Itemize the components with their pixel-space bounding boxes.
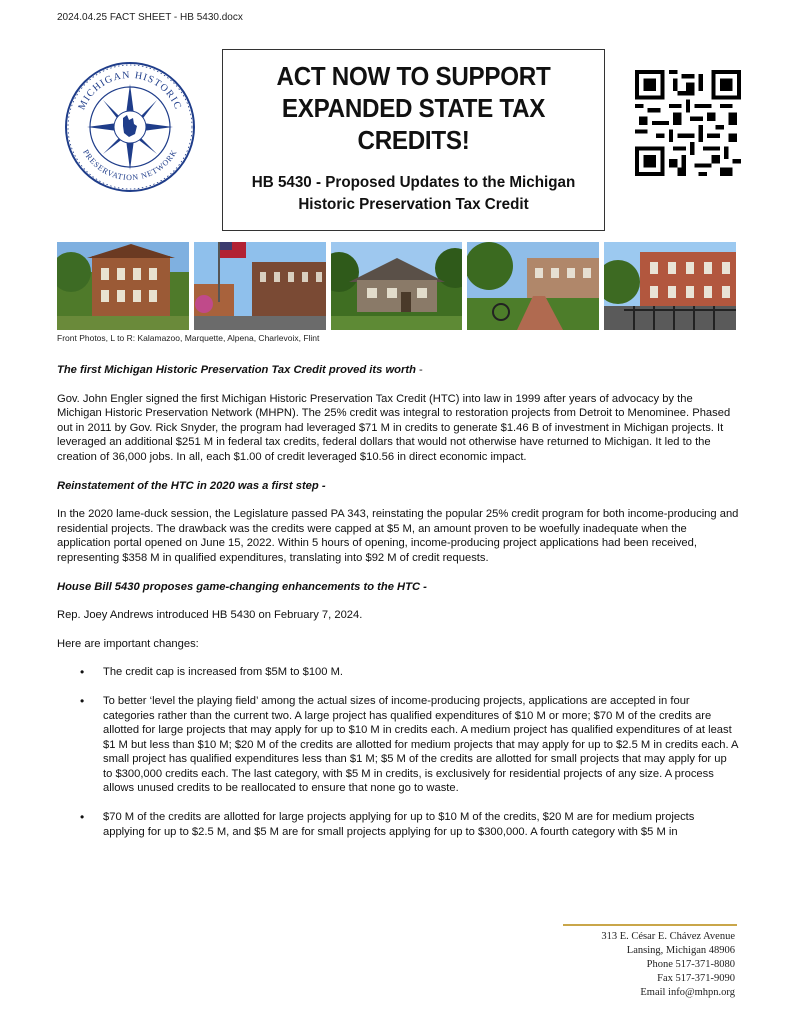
photo-flint — [604, 242, 736, 330]
photo-charlevoix — [467, 242, 599, 330]
paragraph: In the 2020 lame-duck session, the Legislature passed PA 343, reinstating the popular 25% credit program for both income-producing and residential projects. The drawback was the credits were capped at $5 M, an amount proven to be woefully inadequate when the application portal opened on June 15, 2022. Within 5 hours of opening, income-producing project applications had been received, representing $358 M in qualified expenditures, translating into $92 M of credit requests. — [57, 508, 739, 564]
page-title: ACT NOW TO SUPPORT EXPANDED STATE TAX CREDITS! — [276, 61, 551, 155]
document-filename: 2024.04.25 FACT SHEET - HB 5430.docx — [57, 12, 243, 23]
section-heading-text: The first Michigan Historic Preservation Tax Credit proved its worth — [57, 364, 416, 376]
title-box — [222, 49, 605, 231]
photo-kalamazoo — [57, 242, 189, 330]
changes-list — [57, 665, 739, 839]
paragraph: Here are important changes: — [57, 637, 199, 650]
photo-alpena — [331, 242, 463, 330]
page-subtitle: HB 5430 - Proposed Updates to the Michigan Historic Preservation Tax Credit — [251, 174, 576, 213]
compass-seal-icon — [63, 60, 197, 194]
address-email[interactable]: Email info@mhpn.org — [640, 987, 735, 998]
section-heading-suffix: - — [415, 364, 423, 376]
paragraph: Gov. John Engler signed the first Michigan Historic Preservation Tax Credit (HTC) into law in 1999 after years of advocacy by the Michigan Historic Preservation Network (MHPN). The 25% credit was integral to restoration projects from Detroit to Menominee. Phased out in 2011 by Gov. Rick Snyder, the program had leveraged $71 M in credits to generate $1.46 B of investment in Michigan projects. It leveraged an additional $251 M in federal tax credits, federal dollars that would not otherwise have returned to Michigan. It led to the creation of 36,000 jobs. In all, each $1.00 of credit leveraged $10.56 in direct economic impact. — [57, 392, 731, 463]
address-phone: Phone 517-371-8080 — [646, 959, 735, 970]
footer-address — [601, 930, 735, 1000]
document-body — [57, 363, 739, 853]
section-heading — [57, 363, 739, 378]
list-item: • To better ‘level the playing field’ among the actual sizes of income-producing projects, applications are accepted in four categories rather than the current two. A large project has qualified expenditures of $10 M or more; $70 M of the credits are allotted for large projects that may apply for up to $10 M in credits each. A medium project has qualified expenditures of at least $1 M but less than $10 M; $20 M of the credits are allotted for medium projects that may apply for up to $2.5 M in credits each. A small project has qualified expenditures less than $1 M; $5 M of the credits are allotted for small projects that may apply for up to $300,000 credits each. The last category, with $5 M in credits, is exclusively for residential projects of any size. A process allows unused credits to be reallocated to ensure that none go to waste. — [57, 694, 739, 796]
qr-code[interactable] — [635, 70, 741, 176]
photo-marquette — [194, 242, 326, 330]
address-city: Lansing, Michigan 48906 — [626, 945, 735, 956]
address-fax: Fax 517-371-9090 — [657, 973, 735, 984]
photo-caption: Front Photos, L to R: Kalamazoo, Marquette, Alpena, Charlevoix, Flint — [57, 333, 320, 343]
section-heading: Reinstatement of the HTC in 2020 was a first step - — [57, 479, 326, 492]
list-item: • The credit cap is increased from $5M to $100 M. — [57, 665, 739, 680]
section-heading: House Bill 5430 proposes game-changing enhancements to the HTC - — [57, 580, 427, 593]
list-item: • $70 M of the credits are allotted for large projects applying for up to $10 M of the credits, $20 M are for medium projects applying for up to $2.5 M, and $5 M are for small projects applying for up to $300,000. A fourth category with $5 M in — [57, 810, 739, 839]
footer-divider — [563, 924, 737, 926]
logo-text-top: MICHIGAN HISTORIC — [76, 69, 184, 112]
photo-strip — [57, 242, 736, 330]
qr-code-icon — [635, 70, 741, 176]
paragraph: Rep. Joey Andrews introduced HB 5430 on February 7, 2024. — [57, 609, 363, 622]
logo-text-bottom: PRESERVATION NETWORK — [81, 147, 179, 183]
address-street: 313 E. César E. Chávez Avenue — [601, 931, 735, 942]
mhpn-logo — [63, 60, 197, 194]
